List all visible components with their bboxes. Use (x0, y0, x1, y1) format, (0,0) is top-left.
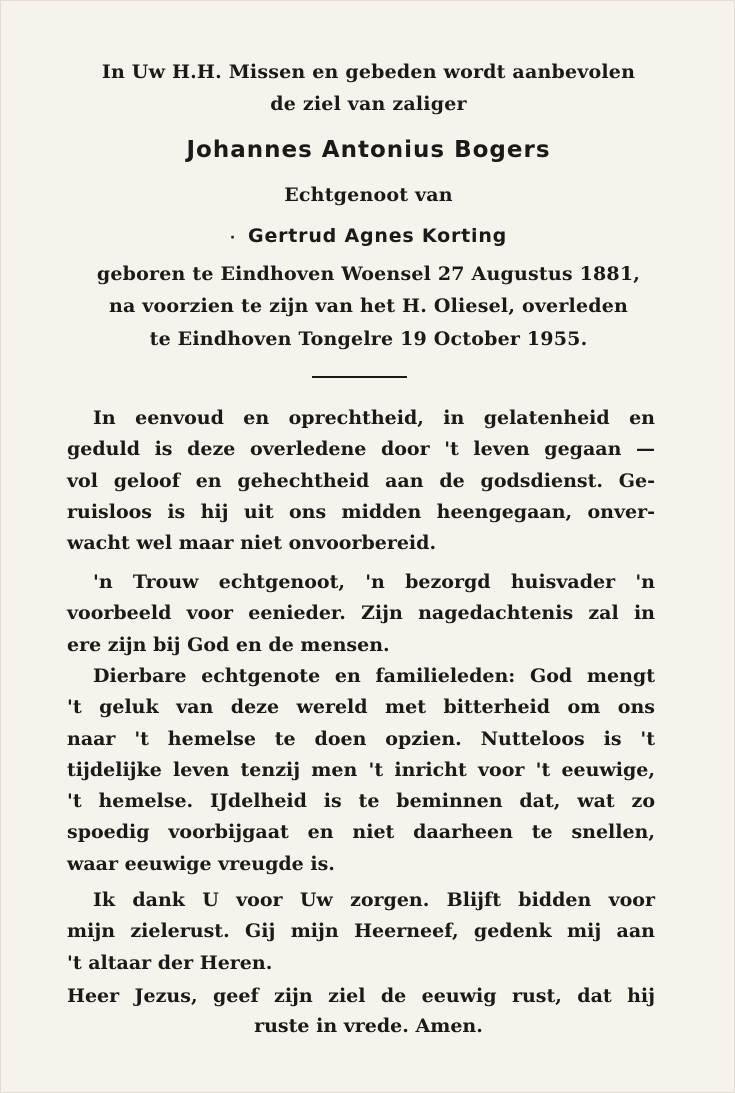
paragraph-line: vol geloof en gehechtheid aan de godsdienst. Ge- (67, 469, 655, 492)
paragraph-2 (67, 567, 655, 661)
paragraph-line: Ik dank U voor Uw zorgen. Blijft bidden voor (93, 889, 655, 911)
paragraph-line: Dierbare echtgenote en familieleden: God mengt (93, 665, 655, 687)
paragraph-line: naar 't hemelse te doen opzien. Nutteloos is 't (67, 727, 655, 750)
spouse-name: Gertrud Agnes Korting (248, 225, 508, 247)
spouse-label: Echtgenoot van (284, 184, 453, 206)
closing-prayer (67, 981, 655, 1012)
section-divider (312, 376, 407, 378)
paragraph-line: 'n Trouw echtgenoot, 'n bezorgd huisvader 'n (93, 571, 655, 593)
intro-line-2: de ziel van zaliger (270, 93, 467, 115)
paragraph-line: 't geluk van deze wereld met bitterheid om ons (67, 696, 655, 719)
paragraph-line: 't altaar der Heren. (67, 951, 273, 974)
paragraph-line: tijdelijke leven tenzij men 't inricht voor 't eeuwige, (67, 758, 655, 781)
spouse-bullet: · (229, 230, 237, 246)
paragraph-line: ruisloos is hij uit ons midden heengegaan, onver- (67, 500, 655, 523)
intro-line-1: In Uw H.H. Missen en gebeden wordt aanbevolen (101, 61, 636, 83)
deceased-name: Johannes Antonius Bogers (186, 137, 551, 163)
paragraph-line: mijn zielerust. Gij mijn Heerneef, gedenk mij aan (67, 920, 655, 943)
paragraph-line: spoedig voorbijgaat en niet daarheen te snellen, (67, 821, 655, 844)
paragraph-line: wacht wel maar niet onvoorbereid. (67, 532, 437, 555)
closing-line-1: Heer Jezus, geef zijn ziel de eeuwig rust, dat hij (67, 985, 655, 1007)
paragraph-4 (67, 885, 655, 979)
birth-line: geboren te Eindhoven Woensel 27 Augustus 1881, (96, 263, 641, 285)
paragraph-1 (67, 403, 655, 559)
paragraph-3 (67, 661, 655, 880)
closing-line-2: ruste in vrede. Amen. (254, 1015, 483, 1037)
paragraph-line: waar eeuwige vreugde is. (67, 852, 335, 875)
paragraph-line: voorbeeld voor eenieder. Zijn nagedachtenis zal in (67, 602, 655, 625)
paragraph-line: ere zijn bij God en de mensen. (67, 633, 390, 656)
spouse-line (1, 225, 735, 247)
death-line: te Eindhoven Tongelre 19 October 1955. (149, 328, 588, 350)
paragraph-line: 't hemelse. IJdelheid is te beminnen dat, wat zo (67, 790, 655, 813)
sacrament-line: na voorzien te zijn van het H. Oliesel, overleden (108, 295, 629, 317)
paragraph-line: In eenvoud en oprechtheid, in gelatenheid en (93, 407, 655, 429)
paragraph-line: geduld is deze overledene door 't leven gegaan — (67, 438, 655, 461)
